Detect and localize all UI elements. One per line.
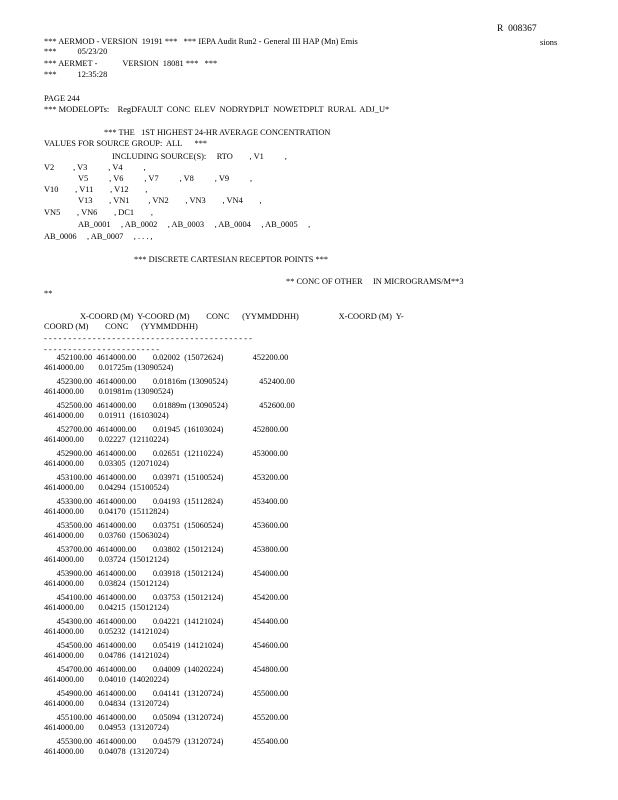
row-line-a: 454900.00 4614000.00 0.04141 (13120724) 455000.00 — [44, 689, 289, 698]
row-line-b: 4614000.00 0.03724 (15012124) — [44, 555, 169, 564]
source-list-line-8: AB_0006 , AB_0007 , . . . , — [44, 232, 153, 241]
row-line-a: 455300.00 4614000.00 0.04579 (13120724) 455400.00 — [44, 737, 289, 746]
row-line-b: 4614000.00 0.04170 (15112824) — [44, 507, 169, 516]
source-list-line-1: INCLUDING SOURCE(S): RTO , V1 , — [112, 152, 287, 161]
row-line-b: 4614000.00 0.03760 (15063024) — [44, 531, 169, 540]
row-line-a: 454500.00 4614000.00 0.05419 (14121024) 454600.00 — [44, 641, 289, 650]
header-line-4: *** 12:35:28 — [44, 70, 108, 79]
row-line-b: 4614000.00 0.04953 (13120724) — [44, 723, 169, 732]
title-line-2: VALUES FOR SOURCE GROUP: ALL *** — [44, 139, 208, 148]
header-line-2: *** 05/23/20 — [44, 47, 108, 56]
row-line-b: 4614000.00 0.02227 (12110224) — [44, 435, 169, 444]
row-line-b: 4614000.00 0.04010 (14020224) — [44, 675, 169, 684]
row-line-a: 452900.00 4614000.00 0.02651 (12110224) 453000.00 — [44, 449, 288, 458]
row-line-b: 4614000.00 0.04215 (15012124) — [44, 603, 169, 612]
column-header-line-2: COORD (M) CONC (YYMMDDHH) — [44, 322, 198, 331]
row-line-a: 454100.00 4614000.00 0.03753 (15012124) 454200.00 — [44, 593, 289, 602]
row-line-b: 4614000.00 0.03305 (12071024) — [44, 459, 169, 468]
row-line-b: 4614000.00 0.04834 (13120724) — [44, 699, 169, 708]
row-line-a: 452700.00 4614000.00 0.01945 (16103024) 452800.00 — [44, 425, 289, 434]
page-label: PAGE 244 — [44, 94, 80, 103]
divider-line-1: - - - - - - - - - - - - - - - - - - - - - - - - - - - - - - - - - - - - - - - - - - - — [44, 334, 252, 343]
units-line: ** CONC OF OTHER IN MICROGRAMS/M**3 — [286, 277, 464, 286]
row-line-a: 454700.00 4614000.00 0.04009 (14020224) 454800.00 — [44, 665, 289, 674]
column-header-line-1: X-COORD (M) Y-COORD (M) CONC (YYMMDDHH) X-COORD (M) Y- — [80, 312, 404, 321]
row-line-a: 453300.00 4614000.00 0.04193 (15112824) 453400.00 — [44, 497, 288, 506]
source-list-line-4: V10 , V11 , V12 , — [44, 185, 148, 194]
row-line-b: 4614000.00 0.01725m (13090524) — [44, 363, 174, 372]
row-line-a: 452100.00 4614000.00 0.02002 (15072624) 452200.00 — [44, 353, 289, 362]
row-line-a: 453500.00 4614000.00 0.03751 (15060524) 453600.00 — [44, 521, 289, 530]
source-list-line-7: AB_0001 , AB_0002 , AB_0003 , AB_0004 , AB_0005 , — [78, 220, 311, 229]
row-line-b: 4614000.00 0.01981m (13090524) — [44, 387, 174, 396]
row-line-b: 4614000.00 0.01911 (16103024) — [44, 411, 169, 420]
row-line-b: 4614000.00 0.04786 (14121024) — [44, 651, 169, 660]
header-line-1-continuation: sions — [540, 38, 558, 47]
section-title: *** DISCRETE CARTESIAN RECEPTOR POINTS *** — [134, 255, 329, 264]
header-line-1: *** AERMOD - VERSION 19191 *** *** IEPA Audit Run2 - General III HAP (Mn) Emis — [44, 37, 358, 46]
header-line-3: *** AERMET - VERSION 18081 *** *** — [44, 59, 218, 68]
modelopts-line: *** MODELOPTs: RegDFAULT CONC ELEV NODRYDPLT NOWETDPLT RURAL ADJ_U* — [44, 105, 390, 114]
source-list-line-5: V13 , VN1 , VN2 , VN3 , VN4 , — [78, 196, 262, 205]
source-list-line-6: VN5 , VN6 , DC1 , — [44, 208, 153, 217]
divider-line-2: - - - - - - - - - - - - - - - - - - - - - - - - — [44, 345, 160, 354]
row-line-a: 453900.00 4614000.00 0.03918 (15012124) 454000.00 — [44, 569, 289, 578]
row-line-b: 4614000.00 0.04078 (13120724) — [44, 747, 169, 756]
row-line-a: 452500.00 4614000.00 0.01889m (13090524) 452600.00 — [44, 401, 295, 410]
row-line-a: 452300.00 4614000.00 0.01816m (13090524) 452400.00 — [44, 377, 295, 386]
page-id-stamp: R 008367 — [497, 24, 537, 34]
units-line-continuation: ** — [44, 289, 53, 298]
row-line-a: 453100.00 4614000.00 0.03971 (15100524) 453200.00 — [44, 473, 289, 482]
title-line-1: *** THE 1ST HIGHEST 24-HR AVERAGE CONCENTRATION — [104, 128, 331, 137]
source-list-line-2: V2 , V3 , V4 , — [44, 163, 146, 172]
row-line-b: 4614000.00 0.05232 (14121024) — [44, 627, 169, 636]
row-line-a: 455100.00 4614000.00 0.05094 (13120724) 455200.00 — [44, 713, 289, 722]
row-line-b: 4614000.00 0.03824 (15012124) — [44, 579, 169, 588]
row-line-a: 454300.00 4614000.00 0.04221 (14121024) 454400.00 — [44, 617, 289, 626]
row-line-b: 4614000.00 0.04294 (15100524) — [44, 483, 169, 492]
source-list-line-3: V5 , V6 , V7 , V8 , V9 , — [78, 174, 253, 183]
row-line-a: 453700.00 4614000.00 0.03802 (15012124) 453800.00 — [44, 545, 289, 554]
